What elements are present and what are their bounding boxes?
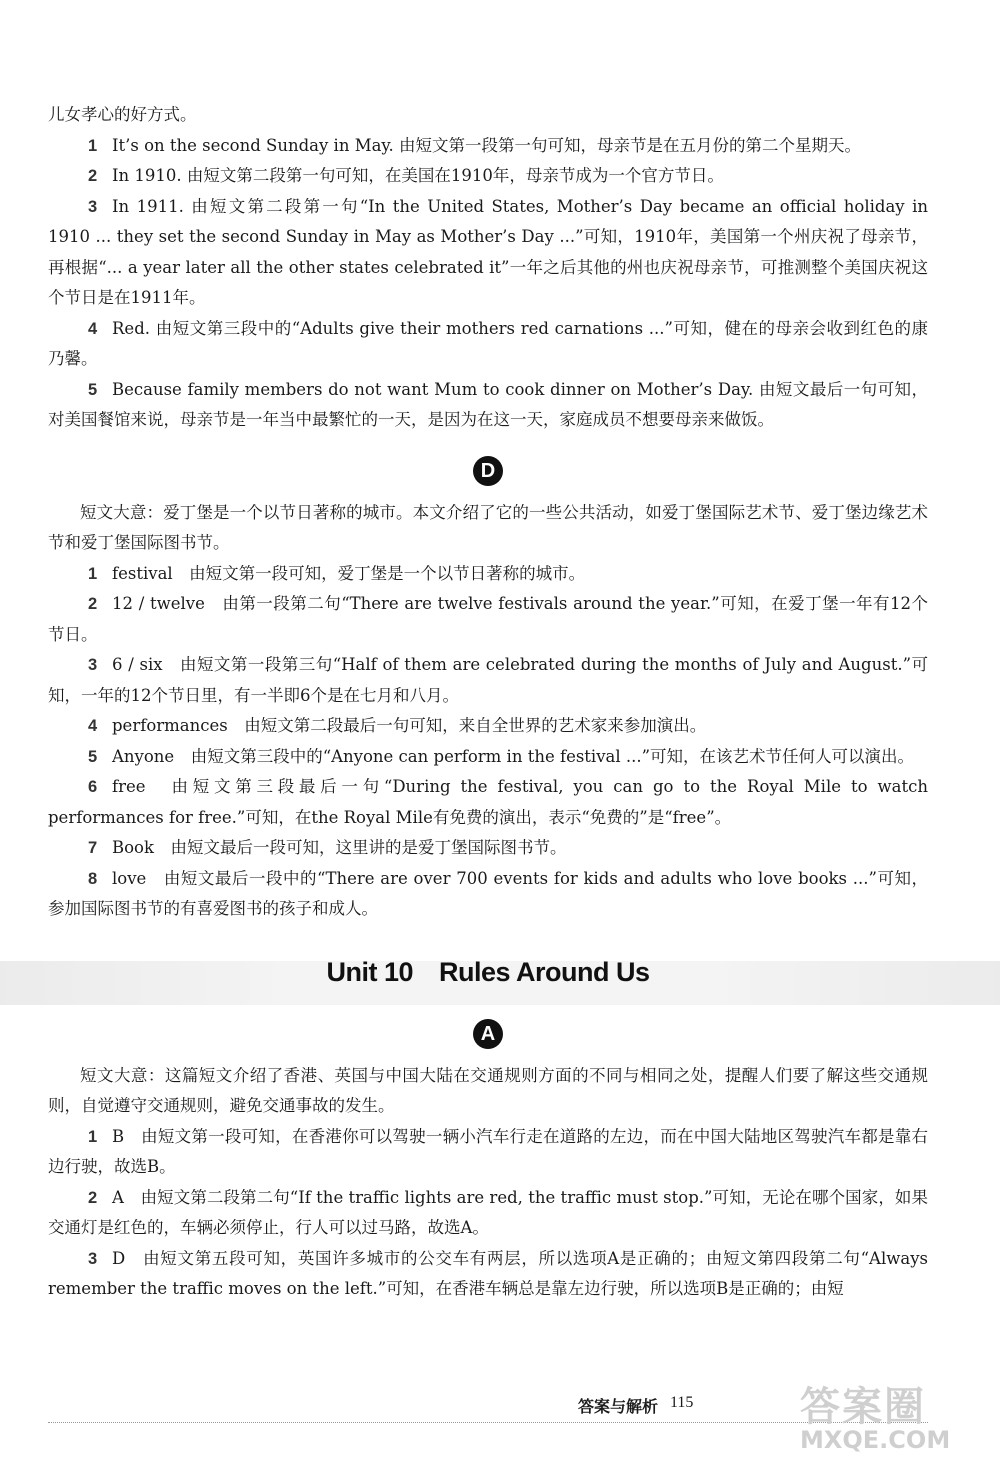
answer-item xyxy=(48,559,928,590)
intro-continuation: 儿女孝心的好方式。 xyxy=(48,105,197,124)
page-number: 115 xyxy=(670,1394,694,1411)
item-text: Red. 由短文第三段中的“Adults give their mothers red carnations ...”可知，健在的母亲会收到红色的康乃馨。 xyxy=(48,318,928,368)
item-text: 12 / twelve 由第一段第二句“There are twelve festivals around the year.”可知，在爱丁堡一年有12个节日。 xyxy=(48,594,928,644)
item-number: 1 xyxy=(88,1127,98,1146)
answer-item xyxy=(48,1122,928,1183)
footer-divider xyxy=(48,1422,928,1423)
watermark-logo-text: 答案圈 xyxy=(800,1384,926,1430)
footer-label: 答案与解析 xyxy=(578,1397,659,1416)
item-number: 3 xyxy=(88,656,98,674)
item-text: Because family members do not want Mum to cook dinner on Mother’s Day. 由短文最后一句可知，对美国餐馆来说，母亲节是一年当中最繁忙的一天，是因为在这一天，家庭成员不想要母亲来做饭。 xyxy=(48,379,928,429)
answer-item xyxy=(48,650,928,711)
item-number: 6 xyxy=(88,778,98,796)
item-text: love 由短文最后一段中的“There are over 700 events for kids and adults who love books ...”可知，参加国际图书节的有喜爱图书的孩子和成人。 xyxy=(48,868,928,918)
item-text: 6 / six 由短文第一段第三句“Half of them are celebrated during the months of July and August.”可知，一年的12个节日里，有一半即6个是在七月和八月。 xyxy=(48,655,928,705)
item-text: B 由短文第一段可知，在香港你可以驾驶一辆小汽车行走在道路的左边，而在中国大陆地区驾驶汽车都是靠右边行驶，故选B。 xyxy=(48,1126,928,1176)
item-number: 8 xyxy=(88,869,98,888)
answer-item xyxy=(48,833,928,864)
item-text: It’s on the second Sunday in May. 由短文第一段第一句可知，母亲节是在五月份的第二个星期天。 xyxy=(112,135,862,155)
item-text: A 由短文第二段第二句“If the traffic lights are red, the traffic must stop.”可知，无论在哪个国家，如果交通灯是红色的，车辆必须停止，行人可以过马路，故选A。 xyxy=(48,1187,928,1237)
item-number: 3 xyxy=(88,1249,98,1268)
answer-item xyxy=(48,192,928,314)
answer-item xyxy=(48,772,928,833)
item-number: 1 xyxy=(88,564,98,583)
page-footer xyxy=(48,1392,928,1422)
item-number: 5 xyxy=(88,747,98,766)
site-watermark xyxy=(800,1375,970,1465)
item-text: D 由短文第五段可知，英国许多城市的公交车有两层，所以选项A是正确的；由短文第四段第二句“Always remember the traffic moves on the left.”可知，在香港车辆总是靠左边行驶，所以选项B是正确的；由短 xyxy=(48,1248,928,1298)
section-d-summary: 短文大意：爱丁堡是一个以节日著称的城市。本文介绍了它的一些公共活动，如爱丁堡国际艺术节、爱丁堡边缘艺术节和爱丁堡国际图书节。 xyxy=(48,502,928,552)
unit-name: Rules Around Us xyxy=(439,956,650,987)
item-number: 5 xyxy=(88,380,98,399)
item-number: 1 xyxy=(88,136,98,155)
item-number: 2 xyxy=(88,595,98,613)
item-number: 4 xyxy=(88,717,98,735)
item-text: free 由短文第三段最后一句“During the festival, you can go to the Royal Mile to watch performances for free.”可知，在the Royal Mile有免费的演出，表示“免费的”是“free”。 xyxy=(48,777,928,827)
section-a-answers xyxy=(48,1061,928,1305)
answer-item xyxy=(48,1244,928,1305)
answer-item xyxy=(48,161,928,192)
answer-item xyxy=(48,131,928,162)
section-a-summary: 短文大意：这篇短文介绍了香港、英国与中国大陆在交通规则方面的不同与相同之处，提醒人们要了解这些交通规则，自觉遵守交通规则，避免交通事故的发生。 xyxy=(48,1065,928,1115)
section-d-header xyxy=(48,456,928,486)
answer-item xyxy=(48,589,928,650)
item-text: Book 由短文最后一段可知，这里讲的是爱丁堡国际图书节。 xyxy=(112,838,567,857)
watermark-url: MXQE.COM xyxy=(800,1426,951,1454)
item-number: 7 xyxy=(88,839,98,857)
answer-item xyxy=(48,864,928,925)
answer-page xyxy=(48,100,928,1305)
unit-heading-banner xyxy=(48,953,928,1015)
item-number: 2 xyxy=(88,1188,98,1207)
answer-item xyxy=(48,375,928,436)
unit-title xyxy=(48,957,928,988)
item-text: In 1910. 由短文第二段第一句可知，在美国在1910年，母亲节成为一个官方节日。 xyxy=(112,166,724,185)
section-a-header xyxy=(48,1019,928,1049)
item-text: performances 由短文第二段最后一句可知，来自全世界的艺术家来参加演出。 xyxy=(112,716,707,735)
section-d-answers xyxy=(48,498,928,925)
answer-item xyxy=(48,314,928,375)
item-text: In 1911. 由短文第二段第一句“In the United States, Mother’s Day became an official holiday in 1910 ... they set the second Sunday in May as Mother’s Day ...”可知，1910年，美国第一个州庆祝了母亲节，再根据“... a year later all the other states celebrated it”一年之后其他的州也庆祝母亲节，可推测整个美国庆祝这个节日是在1911年。 xyxy=(48,196,928,307)
section-d-badge: D xyxy=(473,456,503,486)
unit-label: Unit 10 xyxy=(326,956,413,987)
answer-item xyxy=(48,1183,928,1244)
item-text: Anyone 由短文第三段中的“Anyone can perform in the festival ...”可知，在该艺术节任何人可以演出。 xyxy=(112,746,915,766)
item-number: 2 xyxy=(88,167,98,185)
section-a-badge: A xyxy=(473,1019,503,1049)
item-number: 4 xyxy=(88,319,98,338)
item-number: 3 xyxy=(88,197,98,216)
answer-item xyxy=(48,711,928,742)
answer-item xyxy=(48,742,928,773)
item-text: festival 由短文第一段可知，爱丁堡是一个以节日著称的城市。 xyxy=(112,563,586,583)
section-c-answers xyxy=(48,131,928,436)
